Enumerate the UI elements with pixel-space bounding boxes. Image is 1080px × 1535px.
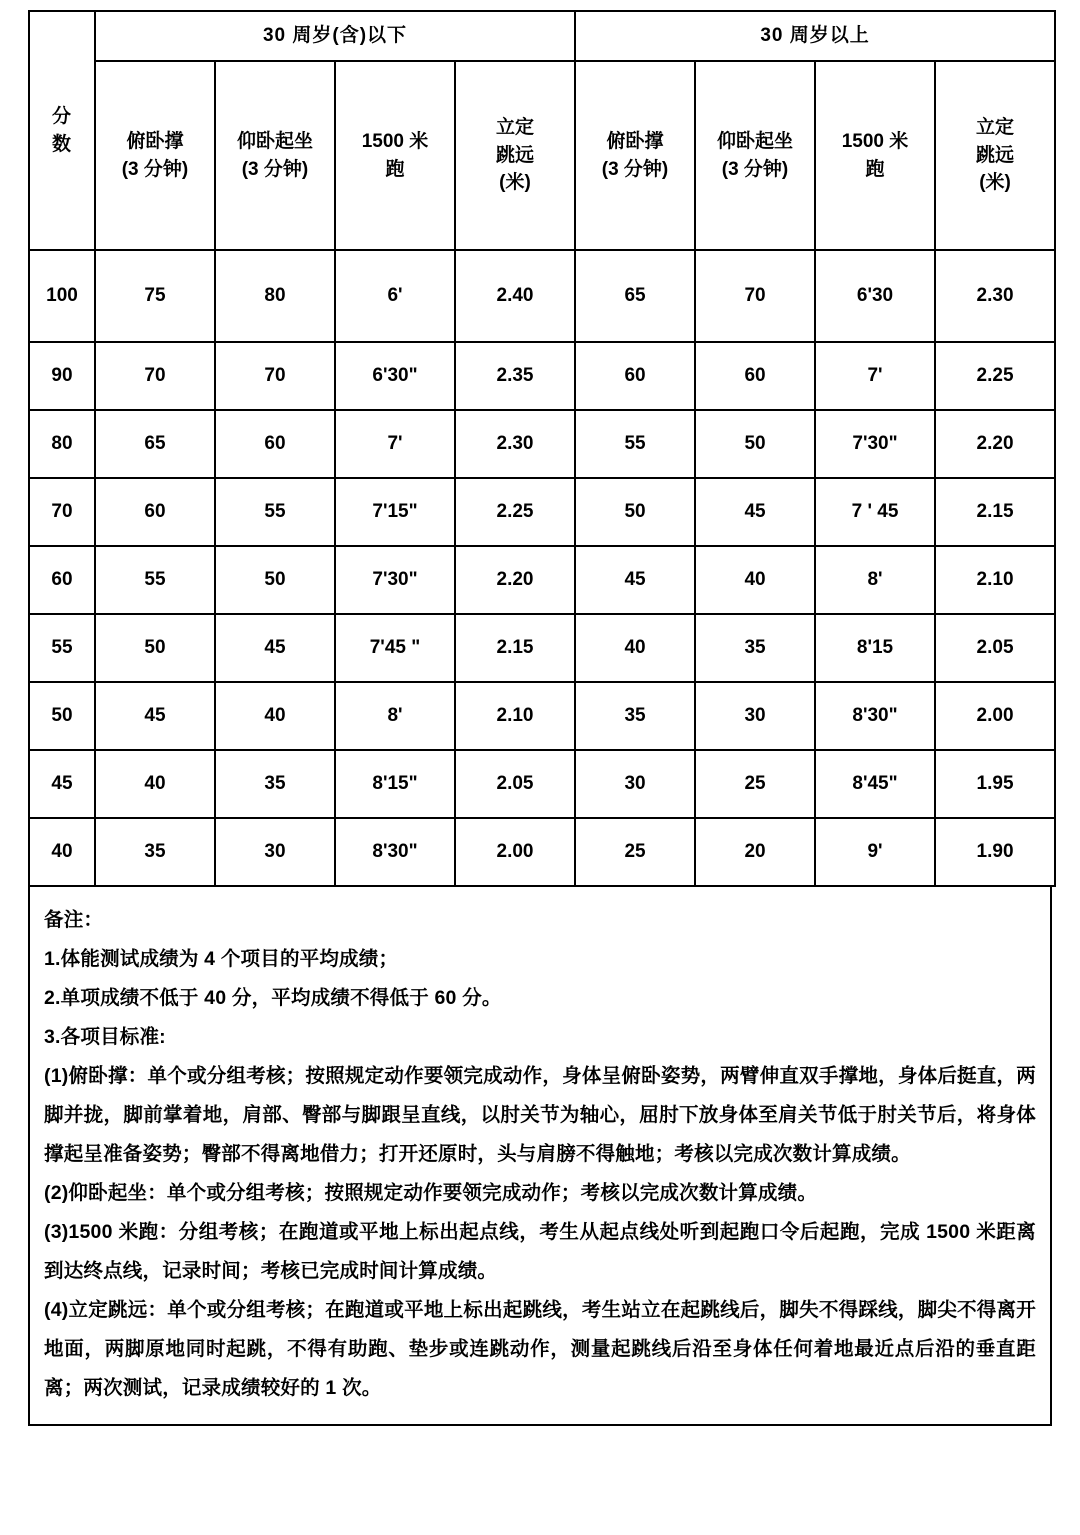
- item-header-line: (米): [499, 172, 531, 194]
- cell-value: 75: [95, 250, 215, 342]
- cell-value: 35: [575, 682, 695, 750]
- cell-value: 70: [95, 342, 215, 410]
- cell-value: 7'45 ": [335, 614, 455, 682]
- table-body: [29, 250, 1055, 886]
- note-item-longjump: (4)立定跳远：单个或分组考核；在跑道或平地上标出起跳线，考生站立在起跳线后，脚失不得踩线，脚尖不得离开地面，两脚原地同时起跳，不得有助跑、垫步或连跳动作，测量起跳线后沿至身体任何着地最近点后沿的垂直距离；两次测试，记录成绩较好的 1 次。: [44, 1299, 1036, 1399]
- item-header-line: (3 分钟): [601, 158, 669, 180]
- cell-value: 7': [335, 410, 455, 478]
- cell-value: 2.00: [455, 818, 575, 886]
- row-score: 45: [29, 750, 95, 818]
- cell-value: 45: [95, 682, 215, 750]
- item-header-line: (3 分钟): [241, 158, 309, 180]
- item-header-pushup-over30: [575, 61, 695, 250]
- cell-value: 2.20: [455, 546, 575, 614]
- cell-value: 55: [575, 410, 695, 478]
- table-row: [29, 410, 1055, 478]
- table-row: [29, 342, 1055, 410]
- cell-value: 7 ' 45: [815, 478, 935, 546]
- row-score: 90: [29, 342, 95, 410]
- cell-value: 2.00: [935, 682, 1055, 750]
- cell-value: 45: [575, 546, 695, 614]
- cell-value: 2.05: [935, 614, 1055, 682]
- item-header-line: (3 分钟): [121, 158, 189, 180]
- cell-value: 9': [815, 818, 935, 886]
- row-score: 50: [29, 682, 95, 750]
- item-header-line: 仰卧起坐: [236, 130, 313, 152]
- cell-value: 60: [575, 342, 695, 410]
- notes-section: [28, 887, 1052, 1426]
- cell-value: 6'30": [335, 342, 455, 410]
- item-header-run1500-over30: [815, 61, 935, 250]
- table-row: [29, 682, 1055, 750]
- cell-value: 8'15": [335, 750, 455, 818]
- note-line-2: 2.单项成绩不低于 40 分，平均成绩不得低于 60 分。: [44, 987, 502, 1009]
- cell-value: 60: [215, 410, 335, 478]
- item-header-situp-under30: [215, 61, 335, 250]
- cell-value: 35: [95, 818, 215, 886]
- cell-value: 80: [215, 250, 335, 342]
- cell-value: 8': [815, 546, 935, 614]
- item-header-line: 跳远: [976, 144, 1015, 166]
- note-line-1: 1.体能测试成绩为 4 个项目的平均成绩；: [44, 948, 399, 970]
- row-score: 60: [29, 546, 95, 614]
- row-score: 55: [29, 614, 95, 682]
- cell-value: 60: [695, 342, 815, 410]
- cell-value: 6': [335, 250, 455, 342]
- cell-value: 25: [695, 750, 815, 818]
- item-header-line: 俯卧撑: [606, 130, 664, 152]
- cell-value: 50: [695, 410, 815, 478]
- cell-value: 6'30: [815, 250, 935, 342]
- table-row: [29, 750, 1055, 818]
- cell-value: 35: [215, 750, 335, 818]
- cell-value: 50: [95, 614, 215, 682]
- cell-value: 8'45": [815, 750, 935, 818]
- cell-value: 7'15": [335, 478, 455, 546]
- cell-value: 2.20: [935, 410, 1055, 478]
- cell-value: 2.10: [935, 546, 1055, 614]
- table-row: [29, 478, 1055, 546]
- cell-value: 8'15: [815, 614, 935, 682]
- note-line-3: 3.各项目标准:: [44, 1026, 166, 1048]
- item-header-situp-over30: [695, 61, 815, 250]
- cell-value: 50: [215, 546, 335, 614]
- cell-value: 1.90: [935, 818, 1055, 886]
- cell-value: 30: [575, 750, 695, 818]
- cell-value: 60: [95, 478, 215, 546]
- cell-value: 2.15: [455, 614, 575, 682]
- cell-value: 2.40: [455, 250, 575, 342]
- group-header-under30: 30 周岁(含)以下: [95, 11, 575, 61]
- cell-value: 1.95: [935, 750, 1055, 818]
- item-header-line: 立定: [976, 117, 1015, 139]
- cell-value: 55: [215, 478, 335, 546]
- item-header-line: 1500 米: [841, 130, 909, 152]
- group-header-row: [29, 11, 1055, 61]
- cell-value: 35: [695, 614, 815, 682]
- cell-value: 45: [695, 478, 815, 546]
- item-header-longjump-under30: [455, 61, 575, 250]
- physical-test-score-table: [28, 10, 1056, 887]
- note-item-run1500: (3)1500 米跑：分组考核；在跑道或平地上标出起点线，考生从起点线处听到起跑口令后起跑，完成 1500 米距离到达终点线，记录时间；考核已完成时间计算成绩。: [44, 1221, 1036, 1282]
- cell-value: 20: [695, 818, 815, 886]
- cell-value: 2.05: [455, 750, 575, 818]
- item-header-line: 仰卧起坐: [717, 130, 794, 152]
- group-header-over30: 30 周岁以上: [575, 11, 1055, 61]
- cell-value: 2.35: [455, 342, 575, 410]
- note-item-situp: (2)仰卧起坐：单个或分组考核；按照规定动作要领完成动作；考核以完成次数计算成绩。: [44, 1182, 818, 1204]
- cell-value: 2.30: [935, 250, 1055, 342]
- item-header-run1500-under30: [335, 61, 455, 250]
- cell-value: 2.25: [455, 478, 575, 546]
- table-row: [29, 614, 1055, 682]
- item-header-line: 俯卧撑: [126, 130, 184, 152]
- item-header-line: (米): [979, 172, 1011, 194]
- row-score: 100: [29, 250, 95, 342]
- item-header-line: 1500 米: [361, 130, 429, 152]
- cell-value: 2.30: [455, 410, 575, 478]
- item-header-pushup-under30: [95, 61, 215, 250]
- cell-value: 70: [215, 342, 335, 410]
- cell-value: 65: [575, 250, 695, 342]
- row-score: 40: [29, 818, 95, 886]
- cell-value: 70: [695, 250, 815, 342]
- item-header-line: 立定: [496, 117, 535, 139]
- cell-value: 8'30": [335, 818, 455, 886]
- cell-value: 2.15: [935, 478, 1055, 546]
- cell-value: 30: [695, 682, 815, 750]
- cell-value: 40: [95, 750, 215, 818]
- score-column-header: [29, 11, 95, 250]
- cell-value: 2.25: [935, 342, 1055, 410]
- cell-value: 40: [215, 682, 335, 750]
- item-header-line: 跑: [865, 158, 885, 180]
- cell-value: 7'30": [815, 410, 935, 478]
- cell-value: 7'30": [335, 546, 455, 614]
- cell-value: 25: [575, 818, 695, 886]
- item-header-line: (3 分钟): [721, 158, 789, 180]
- cell-value: 50: [575, 478, 695, 546]
- cell-value: 65: [95, 410, 215, 478]
- item-header-line: 跳远: [496, 144, 535, 166]
- item-header-longjump-over30: [935, 61, 1055, 250]
- cell-value: 7': [815, 342, 935, 410]
- cell-value: 40: [575, 614, 695, 682]
- table-row: [29, 250, 1055, 342]
- row-score: 70: [29, 478, 95, 546]
- notes-title: 备注：: [44, 909, 104, 931]
- cell-value: 8': [335, 682, 455, 750]
- cell-value: 40: [695, 546, 815, 614]
- cell-value: 30: [215, 818, 335, 886]
- table-header: [29, 11, 1055, 250]
- item-header-line: 跑: [385, 158, 405, 180]
- cell-value: 8'30": [815, 682, 935, 750]
- cell-value: 55: [95, 546, 215, 614]
- score-header-line-1: 分: [51, 105, 72, 127]
- table-row: [29, 546, 1055, 614]
- cell-value: 45: [215, 614, 335, 682]
- cell-value: 2.10: [455, 682, 575, 750]
- score-header-line-2: 数: [51, 133, 72, 155]
- note-item-pushup: (1)俯卧撑：单个或分组考核；按照规定动作要领完成动作，身体呈俯卧姿势，两臂伸直双手撑地，身体后挺直，两脚并拢，脚前掌着地，肩部、臀部与脚跟呈直线，以肘关节为轴心，屈肘下放身体至肩关节低于肘关节后，将身体撑起呈准备姿势；臀部不得离地借力；打开还原时，头与肩膀不得触地；考核以完成次数计算成绩。: [44, 1065, 1036, 1165]
- table-row: [29, 818, 1055, 886]
- item-header-row: [29, 61, 1055, 250]
- row-score: 80: [29, 410, 95, 478]
